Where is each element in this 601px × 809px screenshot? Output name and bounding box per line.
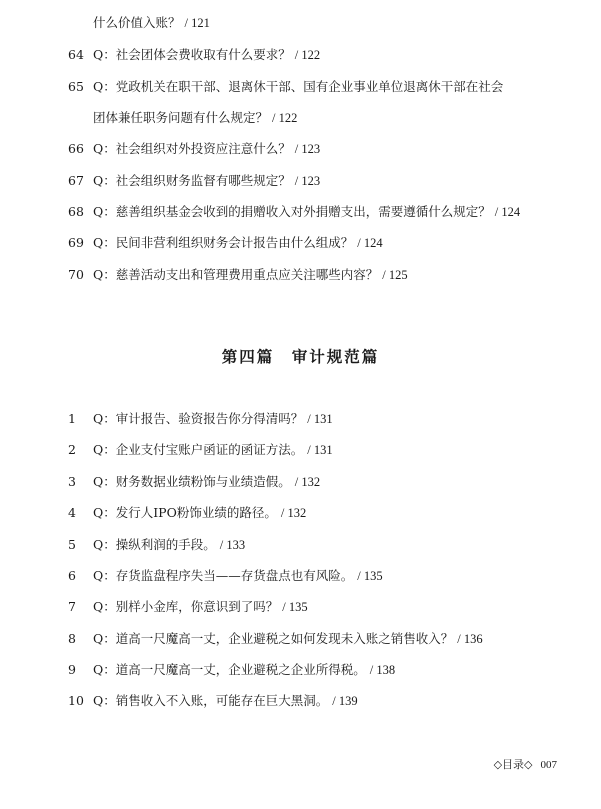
toc-page-ref: / 125: [382, 268, 408, 282]
toc-page-ref: / 124: [357, 236, 383, 250]
toc-item[interactable]: [0, 45, 601, 65]
toc-item-title: Q：慈善活动支出和管理费用重点应关注哪些内容？ / 125: [93, 267, 408, 282]
toc-item-title: Q：社会团体会费收取有什么要求？ / 122: [93, 47, 321, 62]
toc-item-number: 2: [68, 442, 76, 457]
toc-item-number: 8: [68, 631, 76, 646]
toc-item[interactable]: [0, 535, 601, 555]
toc-item[interactable]: [0, 503, 601, 523]
toc-item-title: Q：道高一尺魔高一丈，企业避税之企业所得税。 / 138: [93, 662, 396, 677]
toc-item-continuation[interactable]: [0, 108, 601, 128]
toc-item-number: 66: [68, 141, 84, 156]
toc-page-ref: / 135: [282, 600, 308, 614]
toc-item-title: Q：存货监盘程序失当——存货盘点也有风险。 / 135: [93, 568, 383, 583]
toc-continuation: [0, 13, 601, 33]
toc-item-title-continuation: 团体兼任职务问题有什么规定？ / 122: [93, 110, 298, 125]
toc-item-number: 10: [68, 693, 84, 708]
toc-page-ref: / 123: [294, 142, 321, 156]
toc-item-title: Q：社会组织对外投资应注意什么？ / 123: [93, 141, 321, 156]
toc-item[interactable]: [0, 265, 601, 285]
toc-item-title: Q：道高一尺魔高一丈，企业避税之如何发现未入账之销售收入？ / 136: [93, 631, 483, 646]
toc-page-ref: / 133: [219, 538, 246, 552]
toc-item-title: Q：慈善组织基金会收到的捐赠收入对外捐赠支出，需要遵循什么规定？ / 124: [93, 204, 521, 219]
toc-item-number: 4: [68, 505, 76, 520]
footer-label: ◇目录◇: [493, 758, 533, 771]
toc-item[interactable]: [0, 629, 601, 649]
toc-item[interactable]: [0, 202, 601, 222]
toc-page-ref: / 131: [307, 443, 333, 457]
toc-page-ref: / 122: [272, 111, 298, 125]
toc-page-ref: / 132: [280, 506, 307, 520]
toc-item-number: 3: [68, 474, 76, 489]
toc-item[interactable]: [0, 472, 601, 492]
toc-item-number: 67: [68, 173, 84, 188]
toc-item-number: 70: [68, 267, 84, 282]
toc-item[interactable]: [0, 233, 601, 253]
toc-item-title: Q：别样小金库，你意识到了吗？ / 135: [93, 599, 308, 614]
toc-item[interactable]: [0, 171, 601, 191]
toc-item-number: 68: [68, 204, 84, 219]
toc-item[interactable]: [0, 77, 601, 97]
toc-page-ref: / 132: [294, 475, 321, 489]
toc-page-ref: / 136: [457, 632, 483, 646]
toc-page-ref: / 124: [494, 205, 521, 219]
toc-item-title: Q：发行人IPO粉饰业绩的路径。 / 132: [93, 505, 307, 520]
toc-item-title: Q：党政机关在职干部、退离休干部、国有企业事业单位退离休干部在社会: [93, 79, 504, 94]
toc-item-number: 1: [68, 411, 76, 426]
toc-page-ref: / 121: [184, 16, 210, 30]
toc-item-title: Q：民间非营利组织财务会计报告由什么组成？ / 124: [93, 235, 383, 250]
toc-item-title: Q：企业支付宝账户函证的函证方法。 / 131: [93, 442, 333, 457]
toc-item-number: 69: [68, 235, 84, 250]
toc-item-title: Q：审计报告、验资报告你分得清吗？ / 131: [93, 411, 333, 426]
toc-item[interactable]: [0, 566, 601, 586]
toc-item-number: 7: [68, 599, 76, 614]
toc-item[interactable]: [0, 139, 601, 159]
section-title: 第四篇 审计规范篇: [221, 347, 380, 366]
toc-page-ref: / 123: [294, 174, 321, 188]
page-footer: [494, 757, 557, 773]
toc-item[interactable]: [0, 660, 601, 680]
toc-item[interactable]: [0, 409, 601, 429]
toc-item-title: Q：社会组织财务监督有哪些规定？ / 123: [93, 173, 321, 188]
toc-item-title: Q：财务数据业绩粉饰与业绩造假。 / 132: [93, 474, 321, 489]
toc-item-number: 64: [68, 47, 84, 62]
toc-page-ref: / 122: [294, 48, 321, 62]
toc-item[interactable]: [0, 597, 601, 617]
toc-item-number: 5: [68, 537, 76, 552]
toc-page-ref: / 135: [357, 569, 383, 583]
toc-item-number: 6: [68, 568, 76, 583]
toc-page-ref: / 138: [369, 663, 396, 677]
toc-page-ref: / 139: [332, 694, 358, 708]
toc-item-title: Q：操纵利润的手段。 / 133: [93, 537, 246, 552]
toc-continuation-text: 什么价值入账？ / 121: [93, 15, 210, 30]
toc-item-number: 9: [68, 662, 76, 677]
toc-item[interactable]: [0, 440, 601, 460]
toc-item-title: Q：销售收入不入账，可能存在巨大黑洞。 / 139: [93, 693, 358, 708]
toc-page-ref: / 131: [307, 412, 333, 426]
page-number: 007: [540, 759, 557, 771]
toc-item-number: 65: [68, 79, 84, 94]
toc-item[interactable]: [0, 691, 601, 711]
